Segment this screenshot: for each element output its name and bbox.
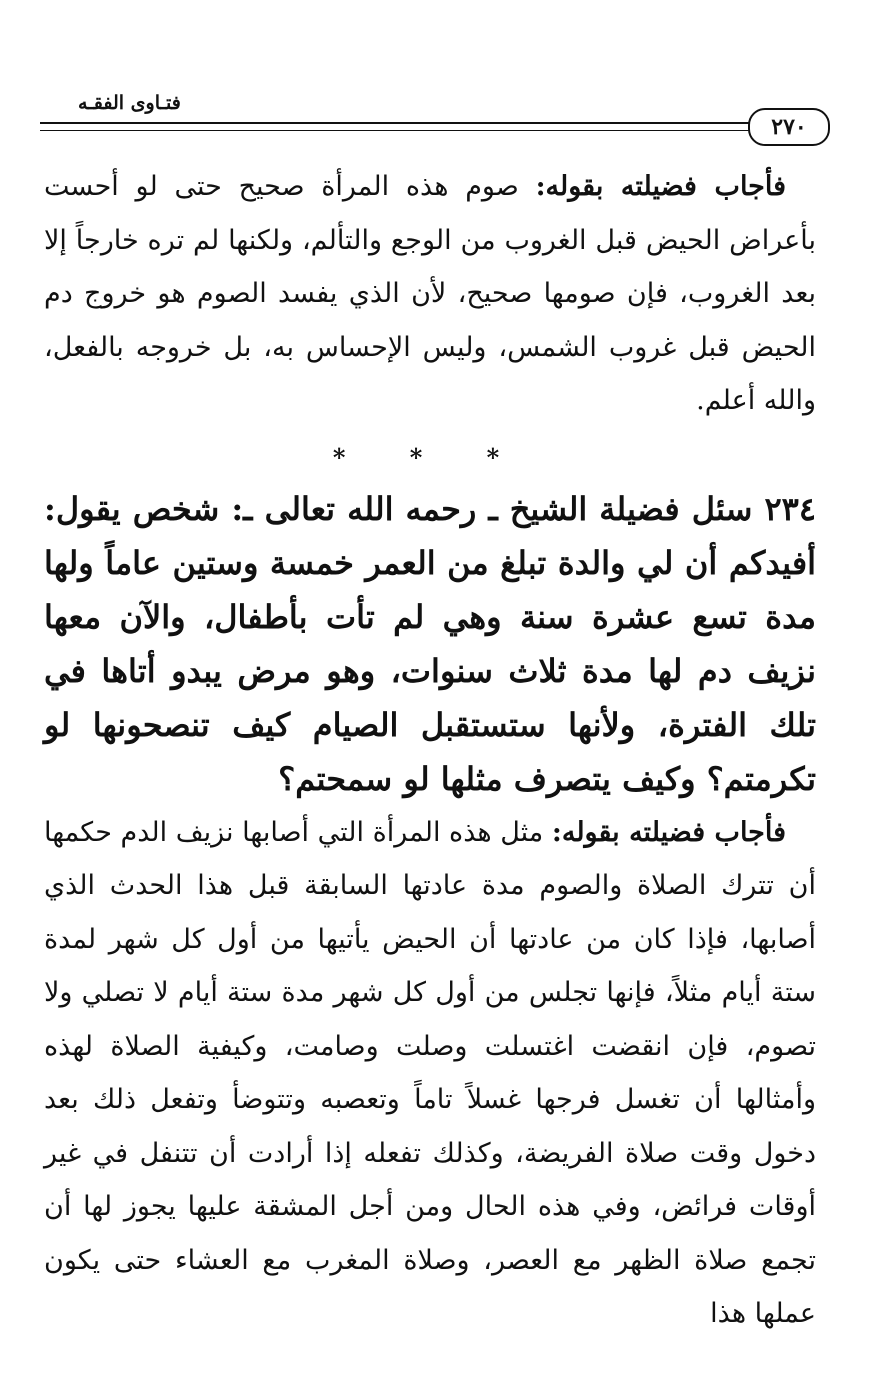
- answer-paragraph-2: [44, 806, 816, 1341]
- answer-lead: فأجاب فضيلته بقوله:: [551, 816, 786, 848]
- header-rule: [40, 122, 770, 124]
- answer-text: صوم هذه المرأة صحيح حتى لو أحست بأعراض الحيض قبل الغروب من الوجع والتألم، ولكنها لم تره خارجاً إلا بعد الغروب، فإن صومها صحيح، لأن الذي يفسد الصوم هو خروج دم الحيض قبل غروب الشمس، وليس الإحساس به، بل خروجه بالفعل، والله أعلم.: [44, 171, 816, 416]
- page-body: [44, 160, 816, 1341]
- answer-paragraph-1: [44, 160, 816, 428]
- page-number: ٢٧٠: [748, 108, 830, 146]
- question-paragraph: ٢٣٤ سئل فضيلة الشيخ ـ رحمه الله تعالى ـ: شخص يقول: أفيدكم أن لي والدة تبلغ من العمر خمسة وستين عاماً ولها مدة تسع عشرة سنة وهي لم تأت بأطفال، والآن معها نزيف دم لها مدة ثلاث سنوات، وهو مرض يبدو أتاها في تلك الفترة، ولأنها ستستقبل الصيام كيف تنصحونها لو تكرمتم؟ وكيف يتصرف مثلها لو سمحتم؟: [44, 489, 816, 798]
- running-title: فتـاوى الفقـه: [78, 92, 181, 114]
- answer-lead: فأجاب فضيلته بقوله:: [535, 171, 786, 202]
- page-header: [40, 92, 830, 152]
- section-separator: * * *: [332, 442, 528, 472]
- header-rule-thin: [40, 130, 770, 131]
- answer-text: مثل هذه المرأة التي أصابها نزيف الدم حكمها أن تترك الصلاة والصوم مدة عادتها السابقة قبل هذا الحدث الذي أصابها، فإذا كان من عادتها أن الحيض يأتيها من أول كل شهر لمدة ستة أيام مثلاً، فإنها تجلس من أول كل شهر مدة ستة أيام لا تصلي ولا تصوم، فإن انقضت اغتسلت وصلت وصامت، وكيفية الصلاة لهذه وأمثالها أن تغسل فرجها غسلاً تاماً وتعصبه وتتوضأ وتفعل ذلك بعد دخول وقت صلاة الفريضة، وكذلك تفعله إذا أرادت أن تتنفل في غير أوقات فرائض، وفي هذه الحال ومن أجل المشقة عليها يجوز لها أن تجمع صلاة الظهر مع العصر، وصلاة المغرب مع العشاء حتى يكون عملها هذا: [44, 816, 816, 1329]
